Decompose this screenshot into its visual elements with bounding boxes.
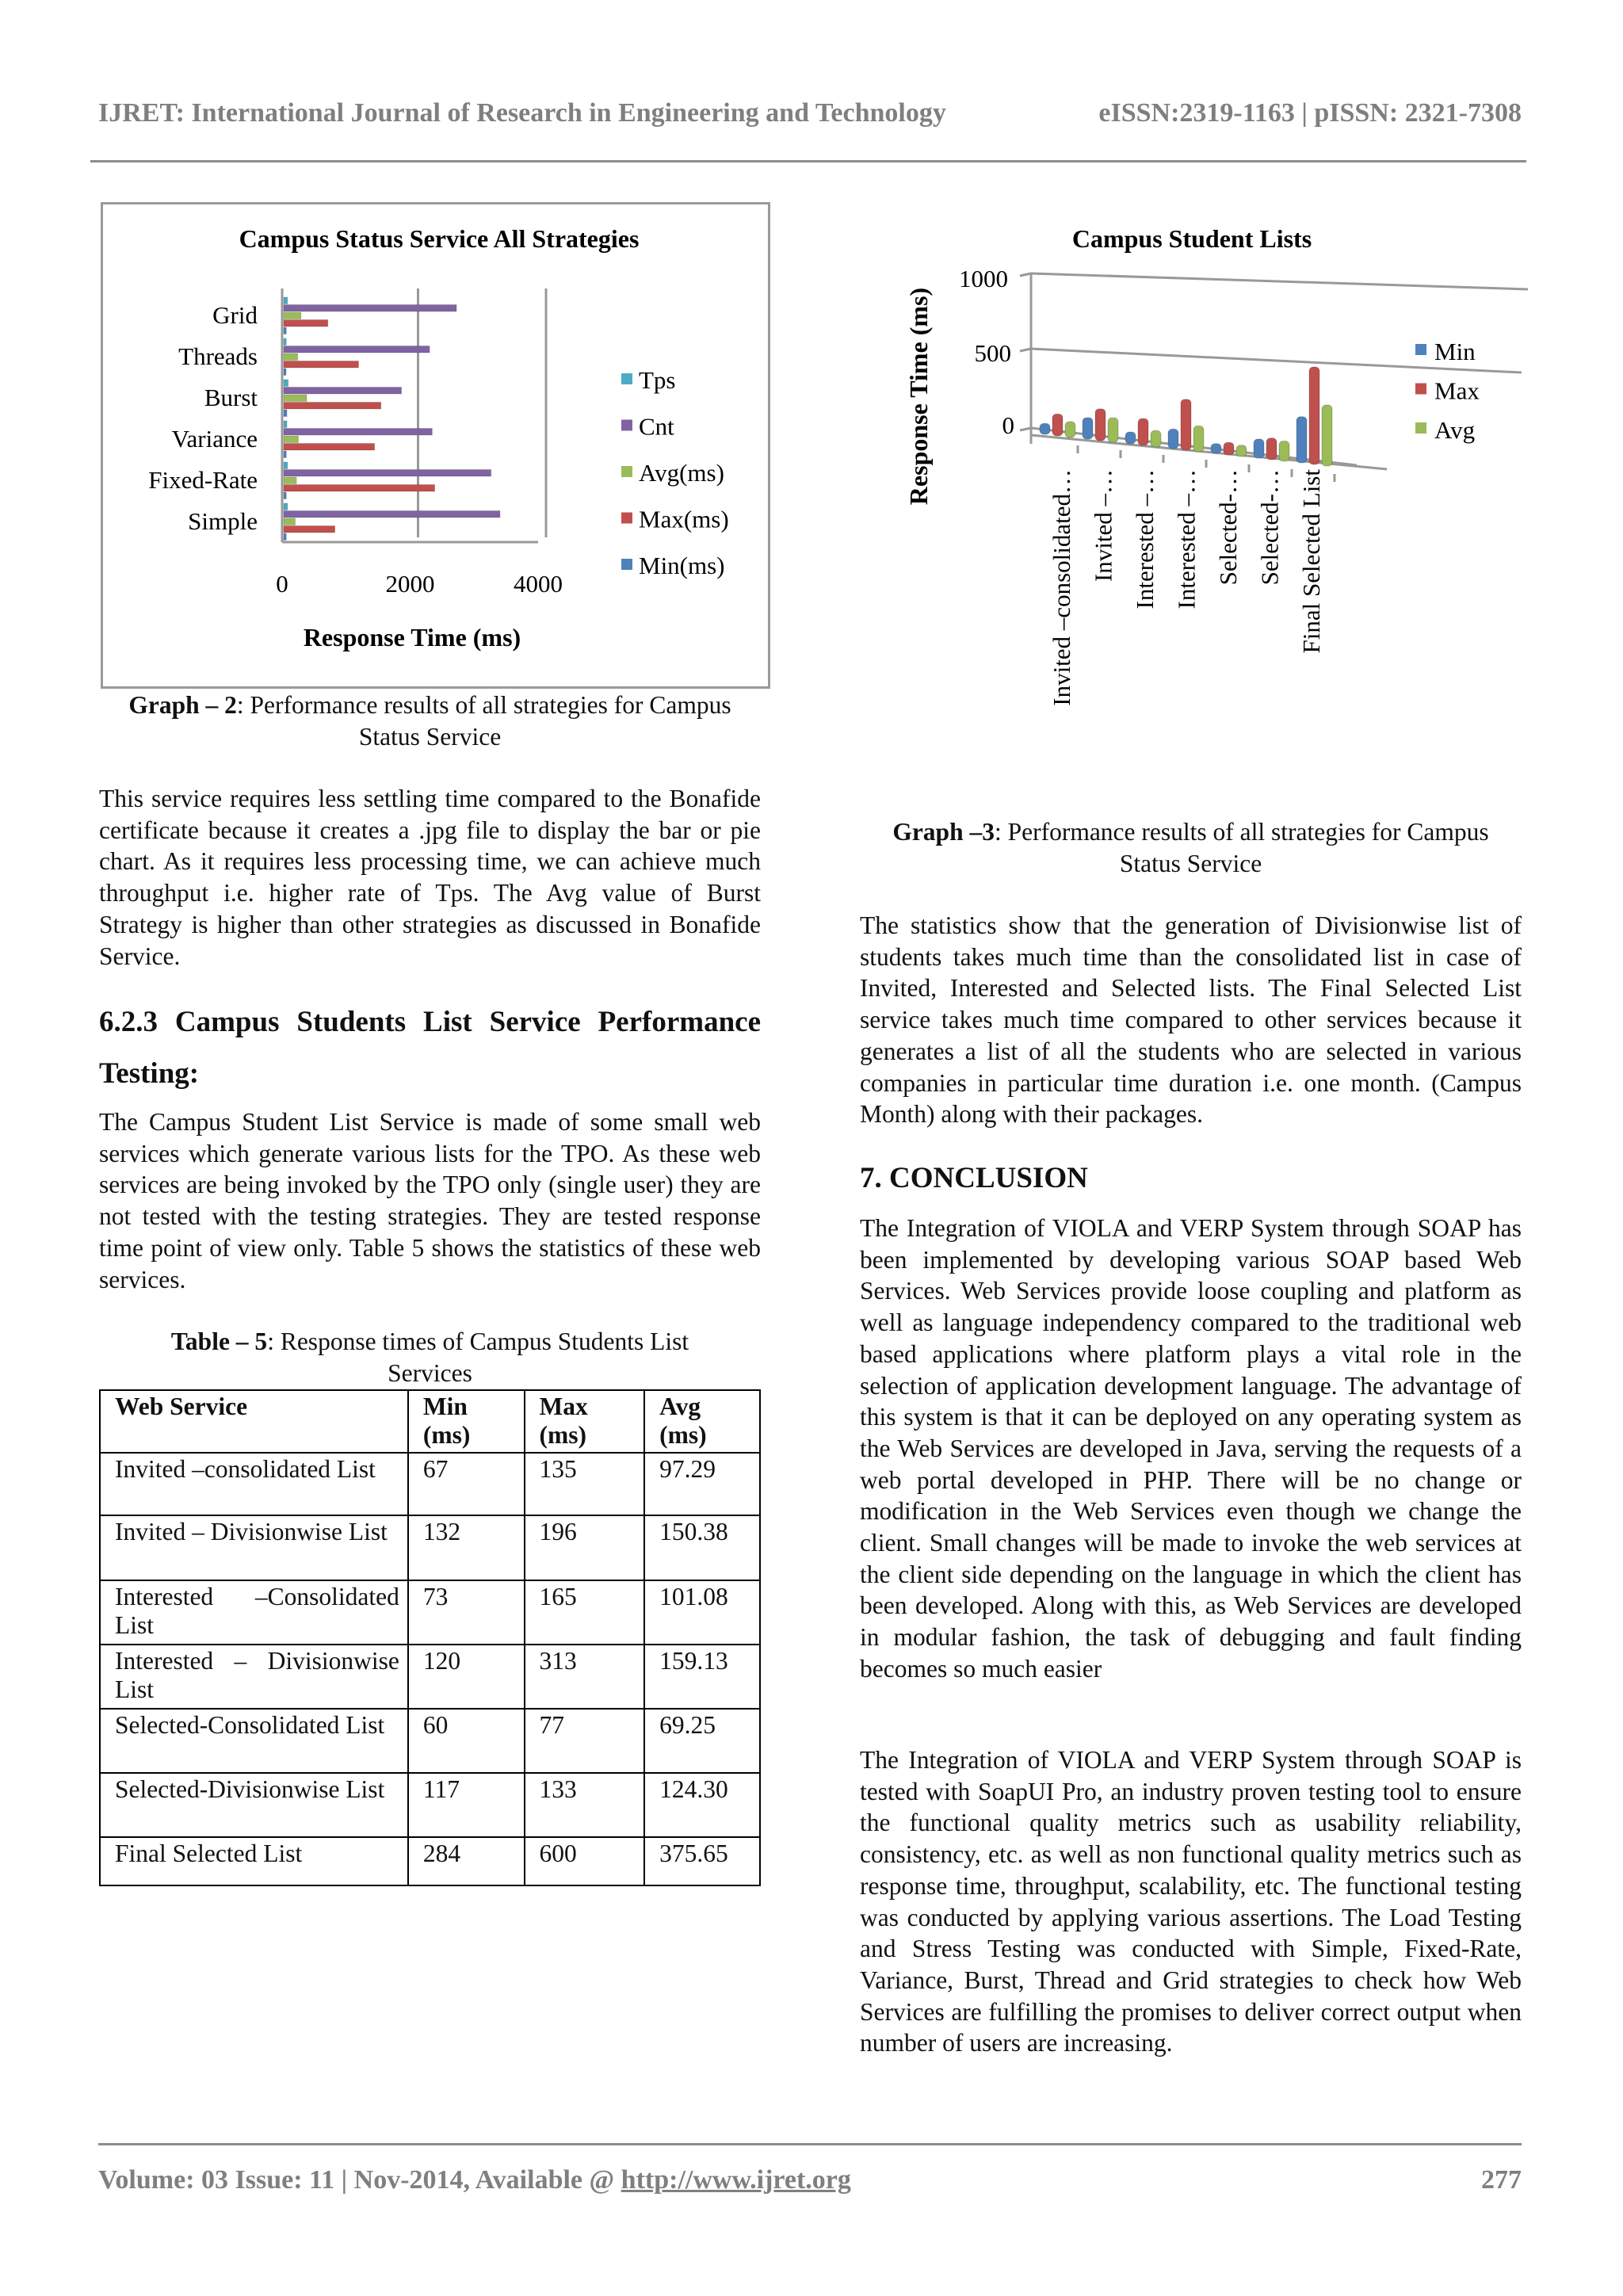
graph2-caption-text: : Performance results of all strategies for Campus Status Service [236, 691, 731, 751]
table-row [100, 1515, 760, 1580]
bar-cnt [284, 305, 456, 312]
chart-title: Campus Status Service All Strategies [239, 224, 640, 253]
category-label: Threads [178, 342, 258, 370]
graph3-caption-label: Graph –3 [892, 818, 995, 846]
legend-label: Max [1434, 376, 1480, 405]
legend-swatch [621, 420, 632, 431]
cell-max: 133 [525, 1773, 645, 1837]
bar-maxms [284, 485, 435, 492]
bar-avg [1151, 430, 1161, 447]
header-web-service: Web Service [100, 1390, 408, 1453]
bar-minms [284, 492, 286, 499]
cell-max: 135 [525, 1453, 645, 1515]
y-tick-label: 500 [974, 339, 1011, 367]
bar-min [1125, 432, 1136, 444]
cell-max: 196 [525, 1515, 645, 1580]
legend-label: Max(ms) [639, 505, 729, 533]
footer-volume [98, 2165, 851, 2195]
category-label: Fixed-Rate [148, 466, 258, 494]
y-tick-label: 0 [1002, 411, 1014, 439]
x-tick-label: 2000 [385, 570, 435, 598]
section-heading-conclusion: 7. CONCLUSION [860, 1162, 1088, 1194]
cell-min: 120 [408, 1645, 525, 1709]
legend-swatch [621, 559, 632, 570]
paragraph-1: This service requires less settling time compared to the Bonafide certificate because it creates a .jpg file to display the bar or pie chart. As it requires less processing time, we can achieve much throughput i.e. higher rate of Tps. The Avg value of Burst Strategy is higher than other strategies as discussed in Bonafide Service. [99, 785, 761, 970]
bar-tps [284, 297, 288, 304]
bar-min [1211, 444, 1221, 453]
cell-max: 313 [525, 1645, 645, 1709]
footer-volume-text: Volume: 03 Issue: 11 | Nov-2014, Available @ [98, 2165, 621, 2195]
cell-avg: 375.65 [644, 1837, 760, 1885]
cell-service: Interested –Consolidated List [100, 1580, 408, 1645]
bar-min [1083, 418, 1093, 439]
bar-minms [284, 410, 287, 417]
tick-mark [1020, 273, 1031, 276]
table-row [100, 1645, 760, 1709]
header-max: Max (ms) [525, 1390, 645, 1453]
cell-avg: 101.08 [644, 1580, 760, 1645]
category-label: Grid [212, 301, 258, 329]
gridline [1031, 273, 1528, 289]
x-tick-label: 4000 [514, 570, 563, 598]
table-row [100, 1837, 760, 1885]
graph3-caption [860, 816, 1522, 879]
bar-tps [284, 503, 288, 510]
graph2-caption [99, 690, 761, 752]
bar-maxms [284, 526, 335, 533]
bar-avgms [284, 395, 307, 402]
cell-service: Invited – Divisionwise List [100, 1515, 408, 1580]
cell-max: 600 [525, 1837, 645, 1885]
legend-swatch [621, 466, 632, 477]
bar-max [1052, 414, 1063, 436]
table-row [100, 1709, 760, 1773]
bar-avg [1193, 426, 1204, 452]
cell-service: Selected-Divisionwise List [100, 1773, 408, 1837]
cell-service: Interested – Divisionwise List [100, 1645, 408, 1709]
paragraph-4: The Integration of VIOLA and VERP System through SOAP has been implemented by developing various SOAP based Web Services. Web Services provide loose coupling and platform as well as language independency compared to the traditional web based applications where platform plays a vital role in the selection of application development language. The advantage of this system is that it can be deployed on any operating system as the Web Services are developed in Java, serving the requests of a web portal developed in PHP. There will be no change or modification in the Web Services even though we change the client. Small changes will be made to invoke the web services at the client side depending on the language in which the client has been developed. Along with this, as Web Services are developed in modular fashion, the task of debugging and fault finding becomes so much easier [860, 1214, 1522, 1683]
legend-swatch [1415, 422, 1426, 434]
category-label: Simple [188, 507, 258, 535]
section-heading-6-2-3: 6.2.3 Campus Students List Service Performance Testing: [99, 1006, 761, 1090]
bar-cnt [284, 346, 430, 353]
graph2-caption-label: Graph – 2 [128, 691, 237, 719]
bar-max [1095, 409, 1106, 441]
bar-max [1138, 418, 1148, 445]
bar-minms [284, 327, 286, 334]
bar-maxms [284, 361, 358, 369]
chart-title: Campus Student Lists [1071, 224, 1312, 253]
cell-avg: 69.25 [644, 1709, 760, 1773]
bar-max [1309, 367, 1319, 464]
tick-mark [1020, 349, 1031, 351]
table-header-row [100, 1390, 760, 1453]
cell-min: 67 [408, 1453, 525, 1515]
category-label: Burst [204, 384, 258, 411]
chart-campus-status [0, 0, 792, 713]
bar-avg [1322, 405, 1332, 466]
table5-caption-text: : Response times of Campus Students List Services [267, 1328, 689, 1387]
bar-maxms [284, 320, 328, 327]
cell-avg: 97.29 [644, 1453, 760, 1515]
x-tick-label: 0 [276, 570, 288, 598]
y-tick-label: 1000 [959, 265, 1008, 292]
bar-cnt [284, 511, 500, 518]
graph3-caption-text: : Performance results of all strategies for Campus Status Service [994, 818, 1489, 877]
bar-min [1168, 429, 1178, 449]
bar-cnt [284, 470, 491, 477]
footer-rule [98, 2143, 1522, 2145]
chart-campus-student-lists [860, 0, 1621, 713]
table-row [100, 1580, 760, 1645]
footer-link[interactable]: http://www.ijret.org [621, 2165, 851, 2195]
bar-max [1224, 442, 1234, 455]
legend-swatch [621, 513, 632, 524]
bar-tps [284, 462, 288, 469]
category-label: Invited –consolidated… [1048, 469, 1075, 706]
category-label: Interested –… [1172, 469, 1201, 609]
bar-max [1266, 438, 1277, 460]
bar-avgms [284, 477, 296, 484]
table-row [100, 1453, 760, 1515]
cell-avg: 124.30 [644, 1773, 760, 1837]
header-min: Min (ms) [408, 1390, 525, 1453]
legend-swatch [1415, 384, 1426, 395]
y-axis-label: Response Time (ms) [904, 287, 933, 506]
bar-avgms [284, 312, 301, 319]
paragraph-5: The Integration of VIOLA and VERP System through SOAP is tested with SoapUI Pro, an industry proven testing tool to ensure the functional quality metrics such as usability reliability, consistency, etc. as well as non functional quality metrics such as response time, throughput, scalability, etc. The functional testing was conducted by applying various assertions. The Load Testing and Stress Testing was conducted with Simple, Fixed-Rate, Variance, Burst, Thread and Grid strategies to check how Web Services are fulfilling the promises to deliver correct output when number of users are increasing. [860, 1746, 1522, 2057]
category-label: Final Selected List [1297, 469, 1325, 654]
legend-label: Avg(ms) [639, 459, 724, 487]
bar-min [1254, 439, 1264, 458]
bar-cnt [284, 388, 402, 395]
legend-label: Min [1434, 338, 1476, 365]
category-label: Selected-… [1255, 469, 1284, 586]
cell-avg: 159.13 [644, 1645, 760, 1709]
cell-min: 284 [408, 1837, 525, 1885]
paragraph-2: The Campus Student List Service is made of some small web services which generate various lists for the TPO. As these web services are being invoked by the TPO only (single user) they are not tested with the testing strategies. They are tested response time point of view only. Table 5 shows the statistics of these web services. [99, 1108, 761, 1293]
cell-max: 77 [525, 1709, 645, 1773]
header-avg: Avg (ms) [644, 1390, 760, 1453]
bar-avg [1279, 441, 1289, 461]
table5-caption-label: Table – 5 [170, 1328, 268, 1355]
bar-avgms [284, 518, 296, 525]
cell-min: 73 [408, 1580, 525, 1645]
cell-max: 165 [525, 1580, 645, 1645]
bar-tps [284, 421, 287, 428]
page-number: 277 [1481, 2165, 1522, 2195]
bar-avg [1236, 445, 1247, 457]
cell-min: 60 [408, 1709, 525, 1773]
table5-caption [135, 1326, 725, 1389]
bar-avgms [284, 353, 298, 361]
tick-mark [1020, 428, 1031, 430]
bar-min [1040, 423, 1050, 434]
bar-max [1181, 399, 1191, 450]
bar-minms [284, 451, 286, 458]
legend-label: Cnt [639, 412, 674, 441]
legend-label: Tps [639, 366, 676, 394]
cell-service: Final Selected List [100, 1837, 408, 1885]
bar-tps [284, 338, 286, 346]
x-axis-label: Response Time (ms) [303, 623, 521, 651]
bar-cnt [284, 429, 432, 436]
legend-label: Avg [1434, 416, 1476, 444]
cell-min: 132 [408, 1515, 525, 1580]
bar-minms [284, 369, 286, 376]
category-label: Interested –… [1131, 469, 1159, 609]
table-response-times [99, 1389, 761, 1886]
category-label: Variance [171, 425, 258, 453]
bar-avg [1108, 418, 1118, 442]
cell-service: Selected-Consolidated List [100, 1709, 408, 1773]
bar-min [1296, 417, 1307, 463]
table-row [100, 1773, 760, 1837]
bar-avg [1065, 422, 1075, 437]
cell-min: 117 [408, 1773, 525, 1837]
paragraph-3: The statistics show that the generation of Divisionwise list of students takes much time than the consolidated list in case of Invited, Interested and Selected lists. The Final Selected List service takes much time compared to other services because it generates a list of all the students who are selected in various companies in particular time duration i.e. one month. (Campus Month) along with their packages. [860, 911, 1522, 1129]
journal-title: IJRET: International Journal of Research in Engineering and Technology [98, 98, 946, 128]
category-label: Selected-… [1214, 469, 1242, 586]
cell-service: Invited –consolidated List [100, 1453, 408, 1515]
issn: eISSN:2319-1163 | pISSN: 2321-7308 [1098, 98, 1522, 128]
legend-swatch [1415, 344, 1426, 355]
x-axis-line [1031, 435, 1387, 469]
legend-swatch [621, 373, 632, 384]
legend-label: Min(ms) [639, 552, 725, 579]
bar-tps [284, 380, 288, 387]
category-label: Invited –… [1089, 469, 1117, 583]
bar-maxms [284, 403, 381, 410]
cell-avg: 150.38 [644, 1515, 760, 1580]
bar-minms [284, 533, 286, 541]
bar-avgms [284, 436, 299, 443]
bar-maxms [284, 444, 375, 451]
